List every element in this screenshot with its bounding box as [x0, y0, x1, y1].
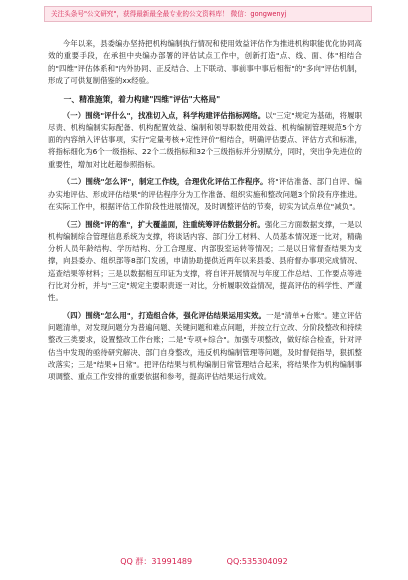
footer-qq-group: QQ 群：31991489 [120, 557, 193, 566]
subsection-lead-4: （四）围绕"怎么用"，打造组合体，强化评估结果运用实效。 [62, 310, 267, 320]
subsection-body-2: 将"评估准备、部门自评、编办实地评估、形成评估结果"的评估程序分为工作准备、组织实施和整改问题3个阶段有序推进。在实际工作中，根据评估工作阶段性进展情况，及时调整评估的节奏，切实为试点单位"减负"。 [48, 177, 362, 211]
subsection-lead-2: （二）围绕"怎么评"，制定工作线，合理优化评估工作程序。 [62, 177, 268, 187]
subsection-paragraph-3 [48, 219, 362, 305]
footer-qq-number: QQ:535304092 [226, 557, 288, 566]
subsection-paragraph-2 [48, 176, 362, 213]
promo-banner [44, 6, 372, 22]
section-heading: 一、精准施策，着力构建"四维"评估"大格局" [63, 94, 221, 104]
intro-paragraph: 今年以来，县委编办坚持把机构编制执行情况和使用效益评估作为推进机构职能优化协同高效的重要手段，在承担中央编办部署的评估试点工作中，创新打造"点、线、面、体"相结合的"四维"评估体系和"内外协同、正反结合、上下联动、事前事中事后相衔"的"多向"评估机制，形成了可供复制借鉴的xx经验。 [48, 39, 362, 85]
subsection-lead-3: （三）围绕"评的准"，扩大覆盖面，注重统筹评估数据分析。 [62, 219, 265, 229]
promo-banner-text: 关注头条号"公文研究"，获得最新最全最专业的公文资料库！ 微信：gongwenyj [51, 10, 287, 18]
subsection-paragraph-4 [48, 310, 362, 384]
document-body [48, 38, 362, 389]
subsection-body-4: 一是"清单+台账"。建立评估问题清单，对发现问题分为普遍问题、关键问题和难点问题，并按立行立改、分阶段整改和持续整改三类要求，设置整改工作台账；二是"专项+综合"。加强专项整改，做好综合检查，针对评估当中发现的亟待研究解决、部门自身整改，违反机构编制管理等问题，及时督促指导，狠抓整改落实；三是"结果+日常"。把评估结果与机构编制日常管理结合起来，将结果作为机构编制事项调整、重点工作安排的重要依据和参考，提高评估结果运行成效。 [48, 310, 362, 381]
subsection-body-1: 以"三定"规定为基础，将履职尽责、机构编制实际配备、机构配置效益、编制和领导职数使用效益、机构编制管理规范5个方面的内容纳入评估事项，实行"定量考核+定性评价"相结合，明确评估要点、评估方式和标准，将指标细化为6个一级指标、22个二级指标和32个三级指标并分别赋分，同时，突出争先进位的重要性，增加对比赶超参照指标。 [48, 110, 363, 169]
subsection-lead-1: （一）围绕"评什么"，找准切入点，科学构建评估指标网络。 [62, 110, 266, 120]
subsection-paragraph-1 [48, 110, 362, 171]
subsection-body-3: 强化三方面数据支撑，一是以机构编制综合管理信息系统为支撑，将谈话内容、部门分工材料、人员基本情况逐一比对，精确分析人员年龄结构、学历结构、分工合理度、内部股室运转等情况；二是以日常督查结果为支撑，向县委办、组织部等8部门发函，申请协助提供近两年以来县委、县府督办事项完成情况、巡查结果等材料；三是以数据相互印证为支撑，将自评开展情况与年度工作总结、工作要点等进行比对分析，并与"三定"规定主要职责逐一对比，分析履职效益情况，提高评估的科学性、严谨性。 [48, 219, 362, 302]
footer-contact [0, 556, 408, 568]
